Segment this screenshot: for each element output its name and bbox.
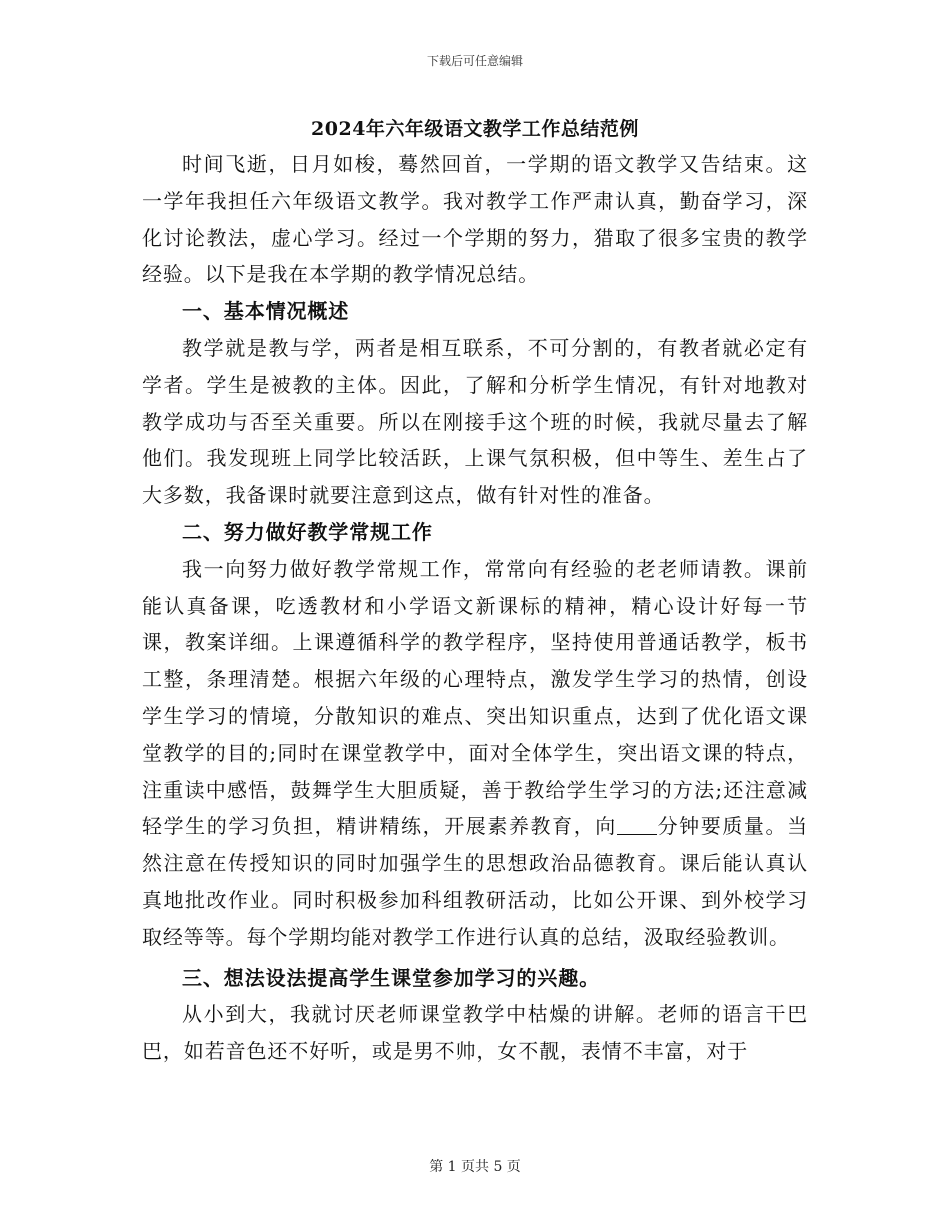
section-2-heading: 二、努力做好教学常规工作 bbox=[182, 519, 433, 544]
section-1-paragraph: 教学就是教与学，两者是相互联系，不可分割的，有教者就必定有学者。学生是被教的主体。因此，了解和分析学生情况，有针对地教对教学成功与否至关重要。所以在刚接手这个班的时候，我就尽量去了解他们。我发现班上同学比较活跃，上课气氛积极，但中等生、差生占了大多数，我备课时就要注意到这点，做有针对性的准备。 bbox=[142, 335, 808, 508]
section-3-paragraph: 从小到大，我就讨厌老师课堂教学中枯燥的讲解。老师的语言干巴巴，如若音色还不好听，或是男不帅，女不靓，表情不丰富，对于 bbox=[142, 1002, 808, 1064]
page-footer: 第 1 页共 5 页 bbox=[429, 1159, 521, 1175]
section-2-text-part2: 分钟要质量。当然注意在传授知识的同时加强学生的思想政治品德教育。课后能认真认真地批改作业。同时积极参加科组教研活动，比如公开课、到外校学习取经等等。每个学期均能对教学工作进行认真的总结，汲取经验教训。 bbox=[142, 814, 808, 949]
fill-in-blank bbox=[617, 814, 657, 835]
document-body bbox=[142, 146, 808, 1070]
intro-paragraph: 时间飞逝，日月如梭，蓦然回首，一学期的语文教学又告结束。这一学年我担任六年级语文教学。我对教学工作严肃认真，勤奋学习，深化讨论教法，虚心学习。经过一个学期的努力，猎取了很多宝贵的教学经验。以下是我在本学期的教学情况总结。 bbox=[142, 152, 808, 287]
section-2-text-part1: 我一向努力做好教学常规工作，常常向有经验的老老师请教。课前能认真备课，吃透教材和小学语文新课标的精神，精心设计好每一节课，教案详细。上课遵循科学的教学程序，坚持使用普通话教学，板书工整，条理清楚。根据六年级的心理特点，激发学生学习的热情，创设学生学习的情境，分散知识的难点、突出知识重点，达到了优化语文课堂教学的目的;同时在课堂教学中，面对全体学生，突出语文课的特点，注重读中感悟，鼓舞学生大胆质疑，善于教给学生学习的方法;还注意减轻学生的学习负担，精讲精练，开展素养教育，向 bbox=[142, 556, 808, 839]
document-title: 2024年六年级语文教学工作总结范例 bbox=[311, 118, 639, 140]
section-3-heading: 三、想法设法提高学生课堂参加学习的兴趣。 bbox=[182, 965, 600, 990]
section-1-heading: 一、基本情况概述 bbox=[182, 299, 350, 324]
section-2-paragraph bbox=[142, 551, 808, 956]
header-note: 下载后可任意编辑 bbox=[426, 54, 523, 68]
